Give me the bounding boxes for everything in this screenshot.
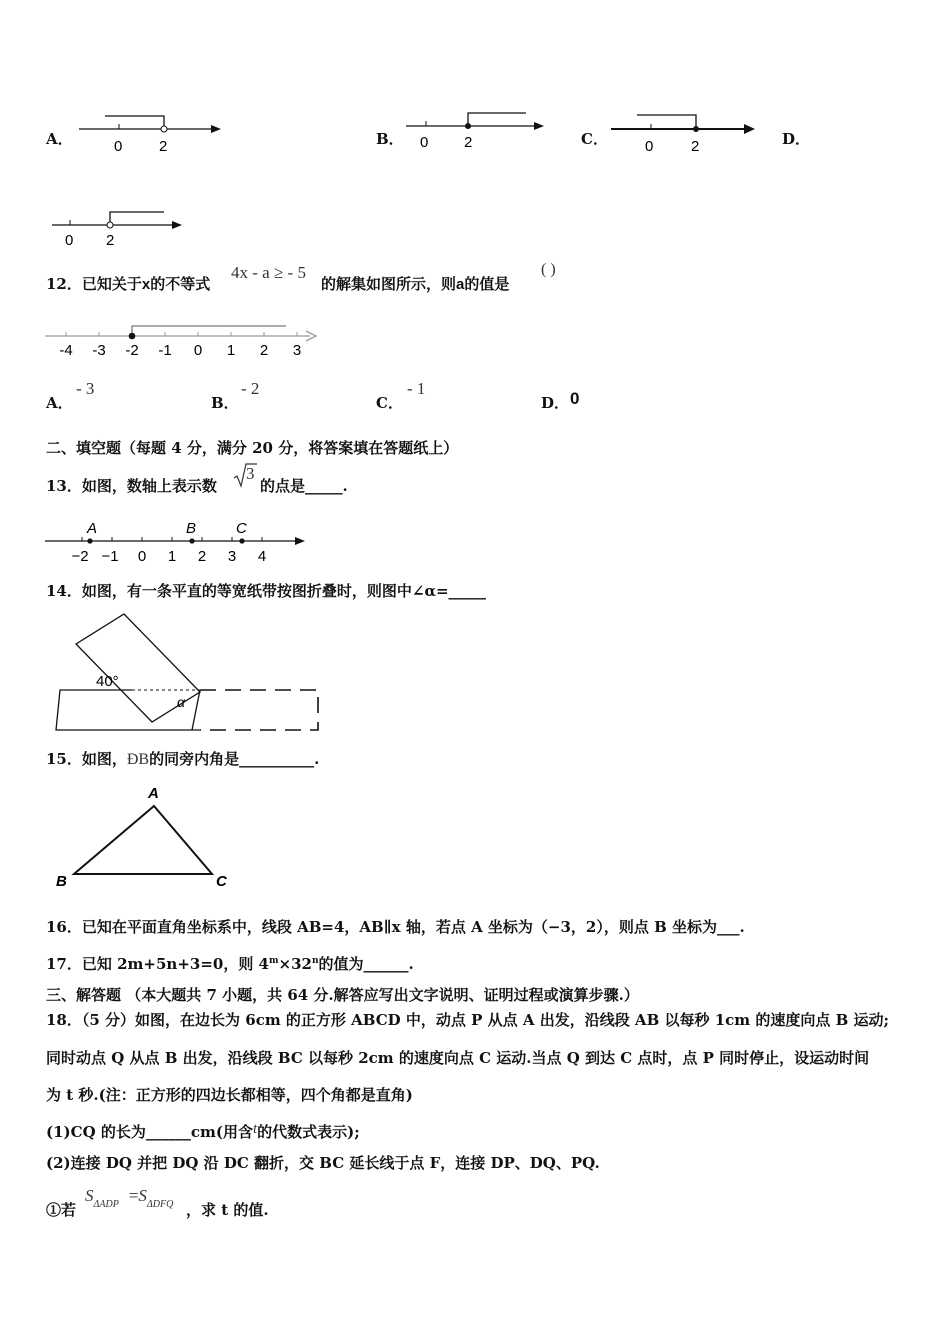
q12-numberline xyxy=(42,318,332,366)
q12-option-b-value: - 2 xyxy=(241,379,260,398)
axis-arrow xyxy=(172,221,182,229)
q15-angle-b: ÐB xyxy=(126,751,150,768)
tick-label-0: 0 xyxy=(645,138,654,155)
axis-arrow xyxy=(295,537,305,545)
point-c xyxy=(239,538,244,543)
q11-option-a-numberline xyxy=(75,110,225,156)
tick-label-2: 2 xyxy=(691,138,700,155)
q12-question: 12．已知关于x的不等式 xyxy=(46,275,211,293)
tick-label: 2 xyxy=(259,342,269,359)
q12-option-c-value: - 1 xyxy=(407,379,426,398)
open-dot xyxy=(161,126,167,132)
tick-label: 0 xyxy=(137,548,147,565)
closed-dot xyxy=(129,333,136,340)
point-b xyxy=(189,538,194,543)
q13-question: 13．如图，数轴上表示数 xyxy=(46,477,217,495)
axis-arrow xyxy=(211,125,221,133)
tick-label-2: 2 xyxy=(159,138,168,155)
tick-label: -2 xyxy=(125,342,139,359)
axis-arrow xyxy=(534,122,544,130)
q11-option-d-label: D． xyxy=(782,130,811,148)
q14-folded-strip-figure xyxy=(52,610,327,740)
q18-area-equation: $S_{\Delta ADP} =S_{\Delta DFQ}$ xyxy=(85,1186,174,1210)
tick-label: 1 xyxy=(167,548,177,565)
vertex-c: C xyxy=(216,873,227,890)
q12-option-d-value: 0 xyxy=(570,389,580,408)
q18-part1: (1)CQ 的长为______cm(用含t的代数式表示); xyxy=(46,1121,360,1141)
section2-heading: 二、填空题（每题 4 分，满分 20 分，将答案填在答题纸上） xyxy=(46,439,459,457)
tick-label: 4 xyxy=(257,548,267,565)
tick-label: -1 xyxy=(158,342,172,359)
open-dot xyxy=(107,222,113,228)
tick-label: 2 xyxy=(197,548,207,565)
q11-option-c-numberline xyxy=(607,108,762,156)
point-label-b: B xyxy=(186,520,197,537)
tick-label: 1 xyxy=(226,342,236,359)
q15-triangle-figure xyxy=(52,780,237,895)
tick-label: −2 xyxy=(71,548,89,565)
q12-question-tail: 的解集如图所示，则a的值是 xyxy=(321,275,510,293)
tick-label: −1 xyxy=(101,548,119,565)
solution-ray xyxy=(637,115,696,129)
q12-option-a-value: - 3 xyxy=(76,379,95,398)
q11-option-a-label: A． xyxy=(46,130,73,148)
q16-question: 16．已知在平面直角坐标系中，线段 AB=4，AB∥x 轴，若点 A 坐标为（−3，2），则点 B 坐标为___. xyxy=(46,918,745,936)
tick-label: 3 xyxy=(292,342,302,359)
solution-ray xyxy=(105,116,164,129)
q18-line1: 18．（5 分）如图，在边长为 6cm 的正方形 ABCD 中，动点 P 从点 A 出发，沿线段 AB 以每秒 1cm 的速度向点 B 运动; xyxy=(46,1011,890,1029)
q18-part3-tail: ，求 t 的值. xyxy=(186,1201,269,1219)
q11-option-d-numberline xyxy=(48,204,193,250)
q13-question-tail: 的点是_____. xyxy=(260,477,348,495)
dashed-strip xyxy=(200,690,318,730)
tick-label-0: 0 xyxy=(420,134,429,151)
q13-numberline xyxy=(42,516,312,566)
point-a xyxy=(87,538,92,543)
q11-option-c-label: C． xyxy=(581,130,608,148)
q18-line3: 为 t 秒.(注：正方形的四边长都相等，四个角都是直角) xyxy=(46,1086,413,1104)
tick-label: -4 xyxy=(59,342,73,359)
q14-question: 14．如图，有一条平直的等宽纸带按图折叠时，则图中∠α=_____ xyxy=(46,582,487,600)
section3-heading: 三、解答题 （本大题共 7 小题，共 64 分.解答应写出文字说明、证明过程或演算步骤.） xyxy=(46,986,639,1004)
q12-inequality: 4x - a ≥ - 5 xyxy=(231,263,306,282)
closed-dot xyxy=(693,126,699,132)
q12-option-a-label: A． xyxy=(46,394,73,412)
tick-label-2: 2 xyxy=(464,134,473,151)
point-label-a: A xyxy=(87,520,98,537)
q17-question: 17．已知 2m+5n+3=0，则 $4^m\times 32^n$的值为______. xyxy=(46,955,414,973)
tick-label-0: 0 xyxy=(65,232,74,249)
solution-ray xyxy=(468,113,526,126)
tick-label: -3 xyxy=(92,342,106,359)
tick-label: 0 xyxy=(193,342,203,359)
vertex-b: B xyxy=(56,873,67,890)
q15-question: 15．如图，ÐB的同旁内角是__________. xyxy=(46,750,320,768)
solution-ray xyxy=(132,326,286,336)
tick-label-2: 2 xyxy=(106,232,115,249)
point-label-c: C xyxy=(236,520,247,537)
tick-label-0: 0 xyxy=(114,138,123,155)
tick-label: 3 xyxy=(227,548,237,565)
q12-answer-bracket: ( ) xyxy=(541,261,556,278)
q12-option-b-label: B． xyxy=(211,394,239,412)
angle-label-alpha: α xyxy=(177,694,185,710)
triangle-abc xyxy=(74,806,212,874)
q18-part2: (2)连接 DQ 并把 DQ 沿 DC 翻折，交 BC 延长线于点 F，连接 DP、DQ、PQ. xyxy=(46,1154,600,1172)
q12-option-d-label: D． xyxy=(541,394,570,412)
q12-option-c-label: C． xyxy=(376,394,403,412)
axis-arrow xyxy=(744,124,755,134)
vertex-a: A xyxy=(148,785,159,802)
q18-part3: ①若 xyxy=(46,1201,77,1219)
solution-ray xyxy=(110,212,164,225)
q18-line2: 同时动点 Q 从点 B 出发，沿线段 BC 以每秒 2cm 的速度向点 C 运动.当点 Q 到达 C 点时，点 P 同时停止，设运动时间 xyxy=(46,1049,870,1067)
q11-option-b-label: B． xyxy=(376,130,404,148)
closed-dot xyxy=(465,123,471,129)
q11-option-b-numberline xyxy=(402,106,552,152)
angle-label-40: 40° xyxy=(96,673,119,690)
